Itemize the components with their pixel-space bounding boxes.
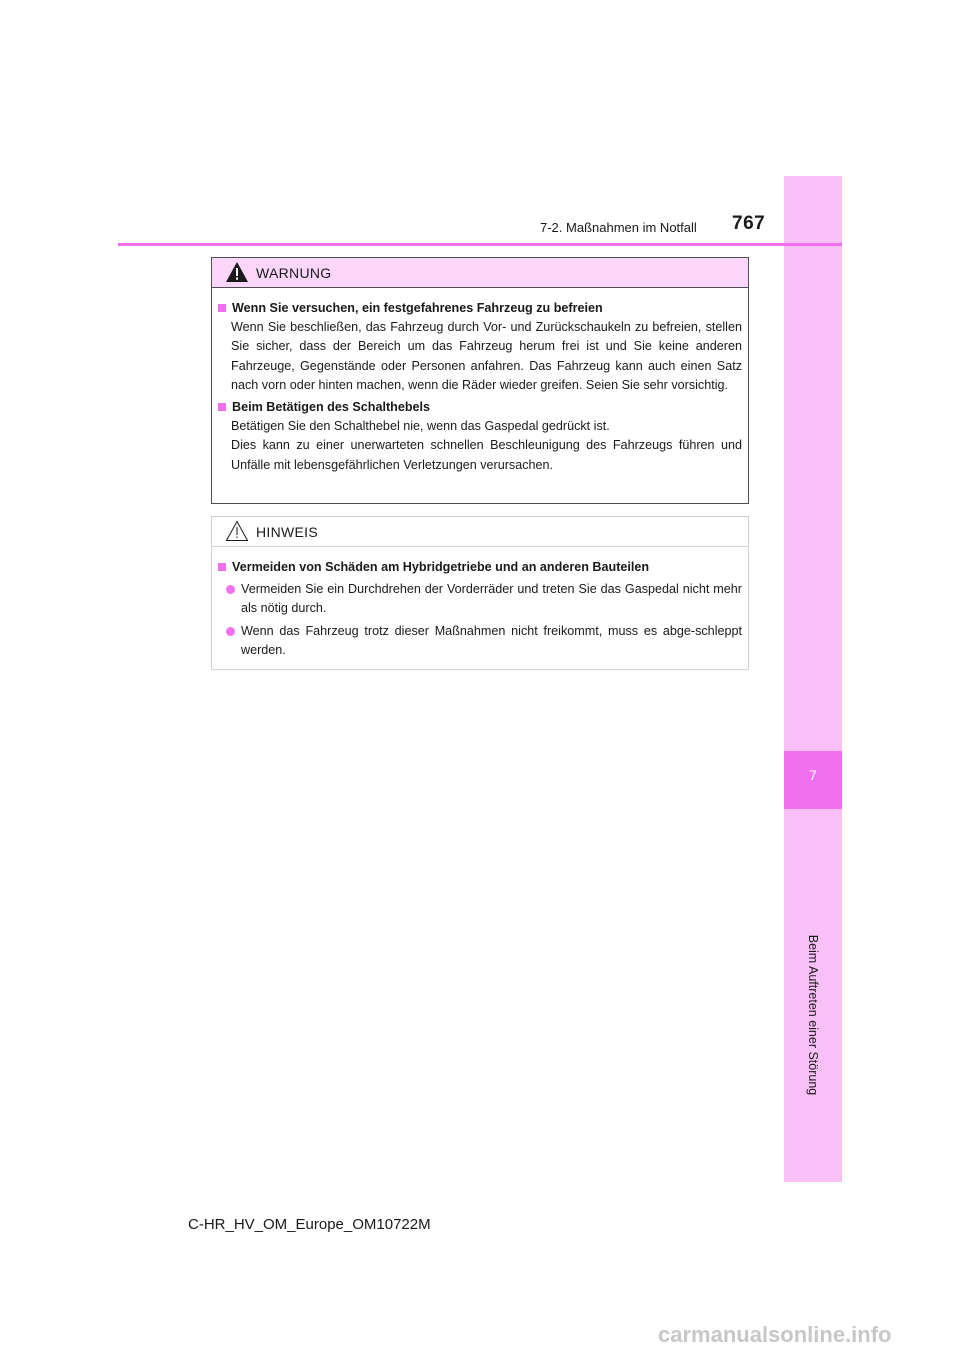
notice-item-title [218, 558, 742, 577]
notice-bullet [218, 622, 742, 660]
notice-item-title-text: Vermeiden von Schäden am Hybridgetriebe und an anderen Bauteilen [232, 560, 650, 574]
warning-body [212, 288, 748, 475]
document-code: C-HR_HV_OM_Europe_OM10722M [188, 1216, 431, 1233]
warning-label: WARNUNG [256, 265, 332, 281]
page-number: 767 [732, 213, 766, 234]
circle-bullet-icon [226, 585, 235, 594]
warning-triangle-icon [225, 261, 249, 283]
chapter-tab [784, 751, 842, 809]
square-bullet-icon [218, 403, 226, 411]
notice-body [212, 547, 748, 660]
warning-item-text-line: Dies kann zu einer unerwarteten schnellen Beschleunigung des Fahrzeugs führen und Unfälle mit lebensgefährlichen Verletzungen verursachen. [231, 438, 742, 472]
warning-item-title [218, 398, 742, 417]
watermark: carmanualsonline.info [658, 1322, 892, 1347]
warning-box [211, 257, 749, 504]
chapter-number: 7 [809, 767, 817, 783]
notice-bullet-text: Vermeiden Sie ein Durchdrehen der Vorderräder und treten Sie das Gaspedal nicht mehr als nötig durch. [241, 582, 742, 616]
notice-label: HINWEIS [256, 524, 318, 540]
warning-item-title-text: Beim Betätigen des Schalthebels [232, 400, 431, 415]
warning-item-text: Wenn Sie beschließen, das Fahrzeug durch Vor- und Zurückschaukeln zu befreien, stellen Sie sicher, dass der Bereich um das Fahrzeug herum frei ist und Sie keine anderen Fahrzeuge, Gegenstände oder Personen anfahren. Das Fahrzeug kann auch einen Satz nach vorn oder hinten machen, wenn die Räder wieder greifen. Seien Sie sehr vorsichtig. [231, 320, 742, 392]
warning-header [212, 258, 748, 288]
section-title: 7-2. Maßnahmen im Notfall [540, 220, 697, 235]
warning-item-title-text: Wenn Sie versuchen, ein festgefahrenes Fahrzeug zu befreien [232, 301, 603, 315]
caution-triangle-outline-icon [225, 520, 249, 542]
notice-bullet [218, 580, 742, 618]
header-rule [118, 243, 842, 246]
notice-bullet-text: Wenn das Fahrzeug trotz dieser Maßnahmen nicht freikommt, muss es abge-schleppt werden. [241, 623, 742, 657]
square-bullet-icon [218, 563, 226, 571]
warning-item-title [218, 299, 742, 318]
notice-header [212, 517, 748, 547]
chapter-title: Beim Auftreten einer Störung [806, 934, 820, 1096]
square-bullet-icon [218, 304, 226, 312]
warning-item-text-line: Betätigen Sie den Schalthebel nie, wenn das Gaspedal gedrückt ist. [231, 419, 610, 434]
notice-box [211, 516, 749, 670]
circle-bullet-icon [226, 627, 235, 636]
